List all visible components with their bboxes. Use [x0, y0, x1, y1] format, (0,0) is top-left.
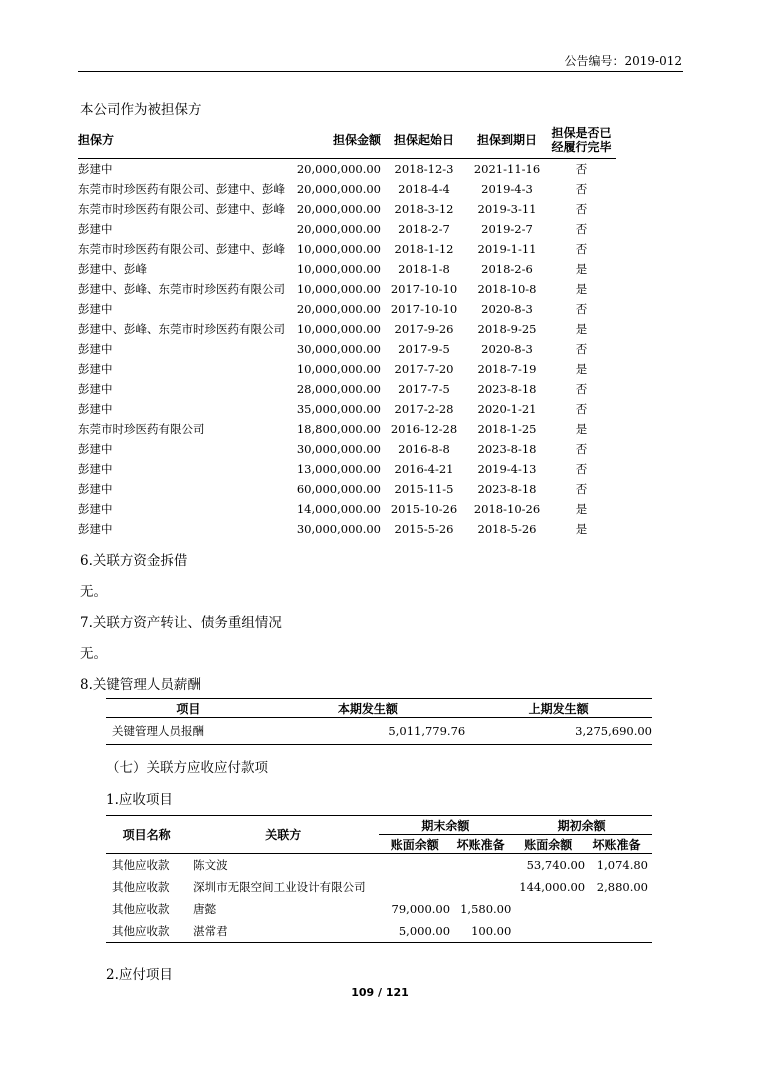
section-6-title: 6.关联方资金拆借: [80, 553, 188, 569]
cell-start-date: 2016-8-8: [398, 442, 450, 456]
cell-end-date: 2020-1-21: [477, 402, 537, 416]
table-row: [78, 359, 616, 379]
cell-end-bad-debt: [450, 854, 511, 877]
cell-start-date: 2018-1-12: [394, 242, 454, 256]
section-title-guaranteed: 本公司作为被担保方: [80, 102, 202, 118]
col-item-name: 项目名称: [106, 816, 187, 854]
cell-amount: 14,000,000.00: [296, 502, 381, 516]
cell-start-date: 2018-4-4: [398, 182, 450, 196]
cell-item: 关键管理人员报酬: [112, 724, 204, 738]
cell-end-book: 79,000.00: [391, 902, 451, 916]
cell-guarantor: 彭建中、彭峰: [78, 262, 147, 276]
cell-guarantor: 彭建中: [78, 522, 113, 536]
cell-end-date: 2018-5-26: [477, 522, 537, 536]
cell-start-date: 2017-9-26: [394, 322, 454, 336]
cell-guarantor: 彭建中: [78, 302, 113, 316]
cell-begin-bad-debt: [585, 898, 652, 920]
cell-end-date: 2019-2-7: [481, 222, 533, 236]
table-row: [78, 499, 616, 519]
cell-amount: 20,000,000.00: [296, 302, 381, 316]
table-row: [78, 339, 616, 359]
cell-guarantor: 东莞市时珍医药有限公司、彭建中、彭峰: [78, 202, 285, 216]
cell-amount: 20,000,000.00: [296, 202, 381, 216]
cell-fulfilled: 否: [575, 402, 588, 416]
cell-guarantor: 彭建中: [78, 482, 113, 496]
cell-end-date: 2020-8-3: [481, 342, 533, 356]
table-row: [106, 854, 652, 877]
cell-fulfilled: 否: [575, 202, 588, 216]
col-guarantor: 担保方: [78, 122, 293, 159]
table-row: [78, 399, 616, 419]
cell-end-date: 2019-1-11: [477, 242, 537, 256]
cell-end-book: [379, 876, 450, 898]
cell-begin-book: [511, 920, 585, 943]
page-number: 109 / 121: [351, 986, 409, 999]
cell-item-name: 其他应收款: [112, 880, 170, 894]
cell-start-date: 2018-12-3: [394, 162, 454, 176]
table-row: [106, 898, 652, 920]
cell-start-date: 2017-9-5: [398, 342, 450, 356]
cell-related-party: 湛常君: [193, 924, 228, 938]
cell-start-date: 2017-7-20: [394, 362, 454, 376]
cell-amount: 10,000,000.00: [296, 282, 381, 296]
cell-end-bad-debt: 1,580.00: [460, 902, 512, 916]
receivables-subtitle: 1.应收项目: [106, 792, 173, 808]
cell-item-name: 其他应收款: [112, 858, 170, 872]
cell-start-date: 2017-10-10: [390, 302, 458, 316]
cell-start-date: 2016-4-21: [394, 462, 454, 476]
table-row: [78, 319, 616, 339]
cell-start-date: 2017-2-28: [394, 402, 454, 416]
cell-fulfilled: 是: [575, 502, 588, 516]
cell-guarantor: 彭建中: [78, 402, 113, 416]
cell-end-date: 2023-8-18: [477, 382, 537, 396]
cell-fulfilled: 否: [575, 302, 588, 316]
cell-amount: 10,000,000.00: [296, 362, 381, 376]
table-row: [106, 920, 652, 943]
section-7-title: 7.关联方资产转让、债务重组情况: [80, 615, 282, 631]
cell-amount: 28,000,000.00: [296, 382, 381, 396]
cell-end-book: [379, 854, 450, 877]
cell-start-date: 2017-7-5: [398, 382, 450, 396]
cell-start-date: 2016-12-28: [390, 422, 458, 436]
cell-start-date: 2018-1-8: [398, 262, 450, 276]
section-8-title: 8.关键管理人员薪酬: [80, 677, 201, 693]
cell-fulfilled: 是: [575, 362, 588, 376]
cell-guarantor: 彭建中: [78, 502, 113, 516]
cell-end-date: 2019-3-11: [477, 202, 537, 216]
cell-prior: 3,275,690.00: [575, 724, 652, 738]
col-begin-book-balance: 账面余额: [511, 835, 585, 854]
cell-end-date: 2023-8-18: [477, 482, 537, 496]
col-amount: 担保金额: [293, 122, 381, 159]
cell-begin-book: 53,740.00: [526, 858, 586, 872]
cell-fulfilled: 否: [575, 162, 588, 176]
cell-start-date: 2015-10-26: [390, 502, 458, 516]
cell-end-date: 2019-4-13: [477, 462, 537, 476]
cell-start-date: 2015-11-5: [394, 482, 454, 496]
cell-amount: 30,000,000.00: [296, 522, 381, 536]
cell-begin-bad-debt: [585, 920, 652, 943]
col-begin-bad-debt: 坏账准备: [585, 835, 652, 854]
cell-guarantor: 彭建中、彭峰、东莞市时珍医药有限公司: [78, 322, 285, 336]
col-item: 项目: [106, 699, 271, 718]
cell-fulfilled: 是: [575, 322, 588, 336]
cell-fulfilled: 是: [575, 522, 588, 536]
table-row: [78, 459, 616, 479]
table-row: [106, 718, 652, 745]
col-current-period: 本期发生额: [271, 699, 466, 718]
cell-end-bad-debt: [450, 876, 511, 898]
cell-guarantor: 彭建中: [78, 342, 113, 356]
cell-begin-book: 144,000.00: [519, 880, 586, 894]
cell-end-date: 2018-9-25: [477, 322, 537, 336]
cell-guarantor: 彭建中: [78, 222, 113, 236]
cell-amount: 18,800,000.00: [296, 422, 381, 436]
col-fulfilled: 担保是否已经履行完毕: [547, 122, 616, 159]
col-group-opening-balance: 期初余额: [511, 816, 652, 835]
cell-end-date: 2018-10-8: [477, 282, 537, 296]
cell-start-date: 2017-10-10: [390, 282, 458, 296]
document-number: 公告编号：2019-012: [564, 54, 682, 68]
table-row: [78, 199, 616, 219]
cell-end-date: 2020-8-3: [481, 302, 533, 316]
cell-end-date: 2018-10-26: [473, 502, 541, 516]
cell-amount: 10,000,000.00: [296, 322, 381, 336]
guarantee-table: [78, 122, 616, 539]
col-end-date: 担保到期日: [467, 122, 547, 159]
cell-end-date: 2019-4-3: [481, 182, 533, 196]
section-6-body: 无。: [80, 584, 107, 600]
cell-begin-bad-debt: 1,074.80: [596, 858, 648, 872]
cell-end-date: 2018-1-25: [477, 422, 537, 436]
cell-fulfilled: 是: [575, 422, 588, 436]
cell-fulfilled: 否: [575, 182, 588, 196]
table-row: [78, 159, 616, 180]
table-row: [78, 379, 616, 399]
cell-amount: 20,000,000.00: [296, 222, 381, 236]
cell-related-party: 唐懿: [193, 902, 217, 916]
cell-start-date: 2015-5-26: [394, 522, 454, 536]
table-row: [78, 419, 616, 439]
cell-guarantor: 彭建中: [78, 382, 113, 396]
col-start-date: 担保起始日: [381, 122, 467, 159]
table-row: [78, 299, 616, 319]
table-row: [78, 279, 616, 299]
col-end-bad-debt: 坏账准备: [450, 835, 511, 854]
table-row: [78, 219, 616, 239]
cell-guarantor: 彭建中: [78, 162, 113, 176]
cell-guarantor: 东莞市时珍医药有限公司、彭建中、彭峰: [78, 242, 285, 256]
col-prior-period: 上期发生额: [465, 699, 652, 718]
cell-fulfilled: 否: [575, 442, 588, 456]
cell-fulfilled: 否: [575, 482, 588, 496]
cell-fulfilled: 是: [575, 282, 588, 296]
cell-end-date: 2018-2-6: [481, 262, 533, 276]
cell-fulfilled: 否: [575, 222, 588, 236]
cell-end-date: 2018-7-19: [477, 362, 537, 376]
cell-amount: 20,000,000.00: [296, 182, 381, 196]
cell-end-bad-debt: 100.00: [471, 924, 512, 938]
cell-amount: 60,000,000.00: [296, 482, 381, 496]
cell-amount: 35,000,000.00: [296, 402, 381, 416]
cell-fulfilled: 是: [575, 262, 588, 276]
cell-current: 5,011,779.76: [388, 724, 466, 738]
cell-amount: 13,000,000.00: [296, 462, 381, 476]
cell-begin-book: [511, 898, 585, 920]
cell-end-book: 5,000.00: [398, 924, 451, 938]
cell-amount: 30,000,000.00: [296, 442, 381, 456]
cell-fulfilled: 否: [575, 462, 588, 476]
cell-amount: 10,000,000.00: [296, 242, 381, 256]
col-end-book-balance: 账面余额: [379, 835, 450, 854]
header-rule: [78, 71, 683, 72]
cell-end-date: 2021-11-16: [473, 162, 541, 176]
col-related-party: 关联方: [187, 816, 379, 854]
cell-fulfilled: 否: [575, 382, 588, 396]
cell-start-date: 2018-2-7: [398, 222, 450, 236]
cell-guarantor: 彭建中: [78, 362, 113, 376]
cell-begin-bad-debt: 2,880.00: [596, 880, 648, 894]
cell-item-name: 其他应收款: [112, 902, 170, 916]
table-row: [78, 239, 616, 259]
cell-amount: 10,000,000.00: [296, 262, 381, 276]
section-7-body: 无。: [80, 646, 107, 662]
receivables-section-title: （七）关联方应收应付款项: [106, 760, 268, 776]
payables-subtitle: 2.应付项目: [106, 967, 173, 983]
cell-related-party: 深圳市无限空间工业设计有限公司: [193, 880, 366, 894]
cell-start-date: 2018-3-12: [394, 202, 454, 216]
cell-related-party: 陈文波: [193, 858, 228, 872]
cell-guarantor: 彭建中: [78, 442, 113, 456]
cell-fulfilled: 否: [575, 342, 588, 356]
table-row: [78, 439, 616, 459]
cell-guarantor: 彭建中: [78, 462, 113, 476]
table-row: [78, 259, 616, 279]
cell-amount: 30,000,000.00: [296, 342, 381, 356]
table-row: [78, 479, 616, 499]
cell-guarantor: 东莞市时珍医药有限公司、彭建中、彭峰: [78, 182, 285, 196]
table-row: [78, 519, 616, 539]
compensation-table: [106, 698, 652, 745]
cell-amount: 20,000,000.00: [296, 162, 381, 176]
cell-guarantor: 东莞市时珍医药有限公司: [78, 422, 205, 436]
cell-guarantor: 彭建中、彭峰、东莞市时珍医药有限公司: [78, 282, 285, 296]
cell-end-date: 2023-8-18: [477, 442, 537, 456]
table-row: [78, 179, 616, 199]
cell-item-name: 其他应收款: [112, 924, 170, 938]
cell-fulfilled: 否: [575, 242, 588, 256]
col-group-ending-balance: 期末余额: [379, 816, 511, 835]
receivables-table: [106, 815, 652, 943]
table-row: [106, 876, 652, 898]
